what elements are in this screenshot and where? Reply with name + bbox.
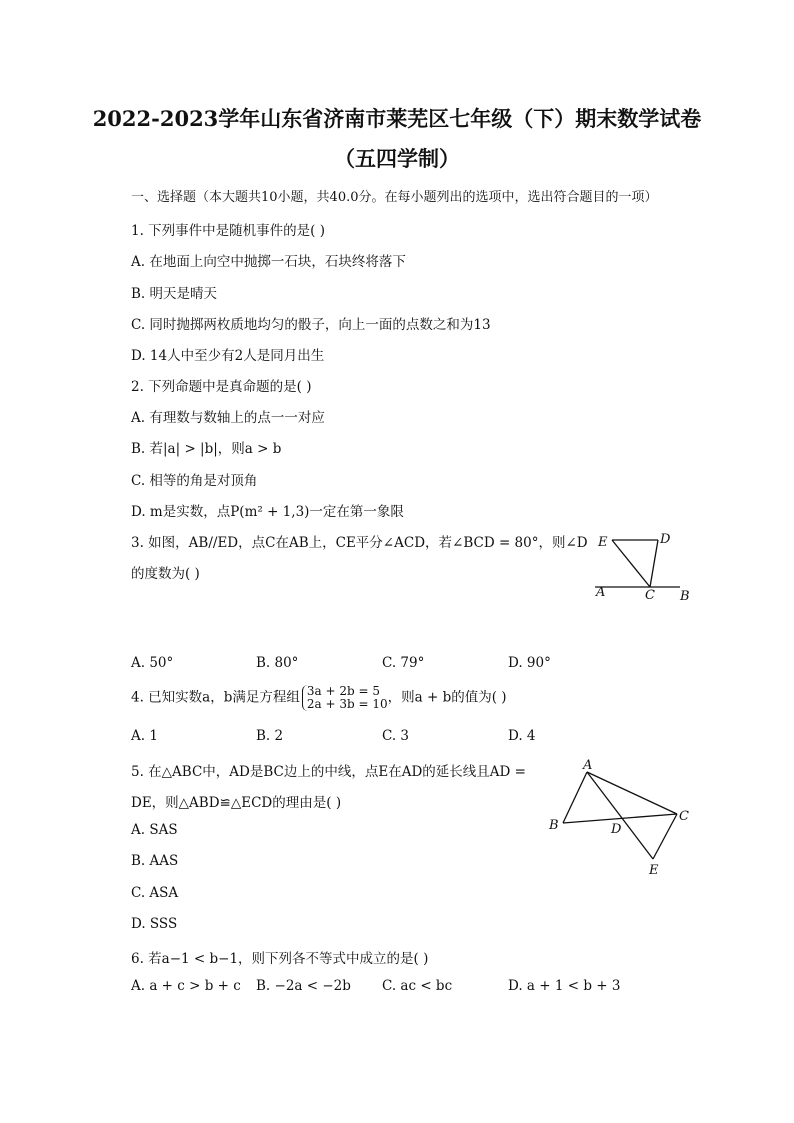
q1-option-a: A. 在地面上向空中抛掷一石块，石块终将落下	[131, 254, 406, 270]
q4-option-a: A. 1	[131, 728, 158, 744]
q2-stem: 2. 下列命题中是真命题的是( )	[131, 379, 312, 395]
q3-option-d: D. 90°	[508, 655, 551, 671]
q6-option-d: D. a + 1 < b + 3	[508, 978, 621, 994]
q4-stem	[131, 685, 507, 711]
q1-option-b: B. 明天是晴天	[131, 286, 218, 302]
q4-eq2: 2a + 3b = 10	[306, 697, 388, 711]
q2-option-c: C. 相等的角是对顶角	[131, 473, 258, 489]
q1-stem: 1. 下列事件中是随机事件的是( )	[131, 223, 325, 239]
q6-stem: 6. 若a−1 < b−1，则下列各不等式中成立的是( )	[131, 951, 429, 967]
q2-option-d: D. m是实数，点P(m² + 1,3)一定在第一象限	[131, 504, 404, 520]
q4-option-c: C. 3	[382, 728, 410, 744]
q4-eq1: 3a + 2b = 5	[306, 684, 380, 698]
q5-option-b: B. AAS	[131, 853, 179, 869]
q5-option-a: A. SAS	[131, 822, 178, 838]
q5-label-a: A	[583, 758, 593, 773]
q5-label-b: B	[549, 818, 559, 833]
q5-figure	[545, 757, 695, 882]
q5-stem-line1: 5. 在△ABC中，AD是BC边上的中线，点E在AD的延长线且AD =	[131, 764, 526, 780]
q3-label-b: B	[680, 589, 690, 604]
exam-title: 2022-2023学年山东省济南市莱芜区七年级（下）期末数学试卷	[92, 106, 702, 131]
q6-option-a: A. a + c > b + c	[131, 978, 241, 994]
q1-option-d: D. 14人中至少有2人是同月出生	[131, 348, 325, 364]
q2-option-a: A. 有理数与数轴上的点一一对应	[131, 410, 325, 426]
section-heading: 一、选择题（本大题共10小题，共40.0分。在每小题列出的选项中，选出符合题目的一项）	[131, 190, 658, 205]
q4-stem-post: ，则a + b的值为( )	[387, 689, 507, 706]
q5-label-c: C	[679, 809, 689, 824]
q3-label-a: A	[596, 585, 606, 600]
q3-label-e: E	[598, 535, 608, 550]
q3-option-c: C. 79°	[382, 655, 425, 671]
q3-figure	[590, 528, 700, 608]
q6-option-c: C. ac < bc	[382, 978, 453, 994]
q3-option-a: A. 50°	[131, 655, 174, 671]
q4-equation-system	[302, 685, 388, 711]
q3-option-b: B. 80°	[256, 655, 299, 671]
q5-option-d: D. SSS	[131, 916, 178, 932]
q4-option-b: B. 2	[256, 728, 284, 744]
q3-stem-line1: 3. 如图，AB//ED，点C在AB上，CE平分∠ACD，若∠BCD = 80°，则∠D	[131, 535, 588, 551]
q5-stem-line2: DE，则△ABD≌△ECD的理由是( )	[131, 795, 342, 811]
q5-label-e: E	[649, 863, 659, 878]
q5-label-d: D	[611, 822, 622, 837]
q1-option-c: C. 同时抛掷两枚质地均匀的骰子，向上一面的点数之和为13	[131, 317, 491, 333]
q5-option-c: C. ASA	[131, 885, 179, 901]
q4-option-d: D. 4	[508, 728, 536, 744]
q2-option-b: B. 若|a| > |b|，则a > b	[131, 441, 282, 457]
q3-label-c: C	[645, 588, 655, 603]
exam-subtitle: （五四学制）	[334, 146, 460, 171]
q3-label-d: D	[660, 532, 671, 547]
q6-option-b: B. −2a < −2b	[256, 978, 351, 994]
q3-stem-line2: 的度数为( )	[131, 566, 200, 582]
q4-stem-pre: 4. 已知实数a，b满足方程组	[131, 689, 300, 706]
